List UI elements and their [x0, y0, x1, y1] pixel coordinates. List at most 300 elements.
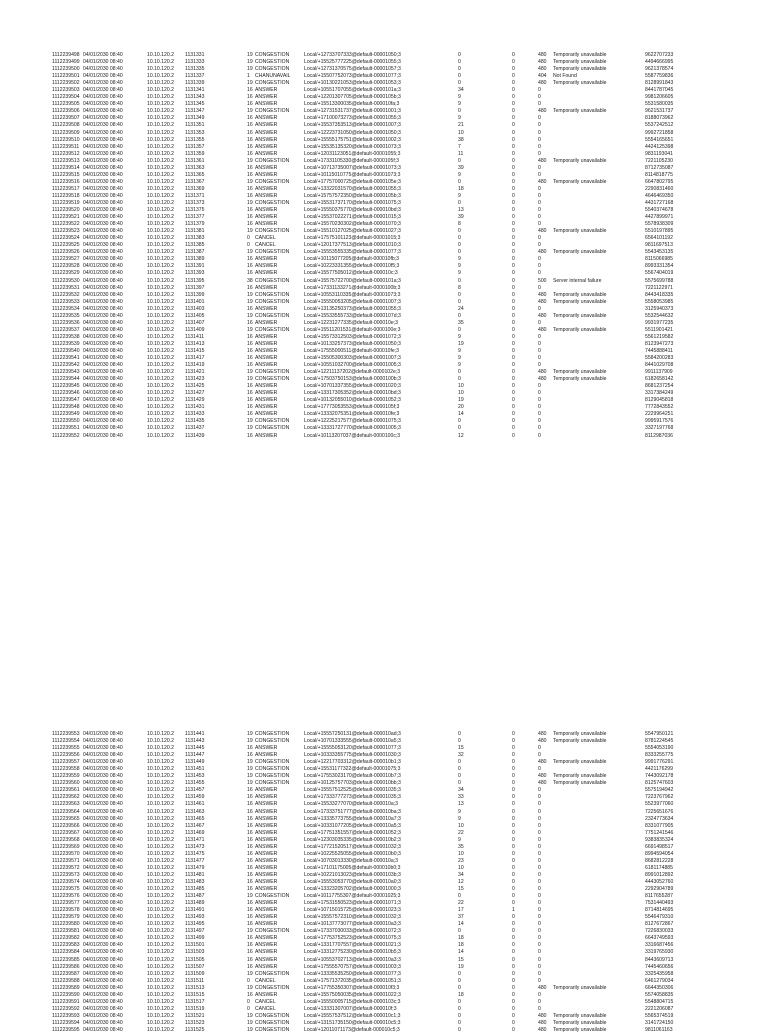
phone-number: 5546479310	[645, 914, 674, 921]
cause-code: 16	[247, 256, 253, 263]
sequence-number: 1131461	[185, 801, 205, 808]
sip-code: 0	[538, 355, 541, 362]
record-row	[0, 376, 768, 383]
sip-code: 0	[538, 192, 541, 199]
billsec: 0	[512, 136, 515, 143]
sequence-number: 1131415	[185, 347, 205, 354]
billsec: 0	[512, 94, 515, 101]
record-row	[0, 383, 768, 390]
record-row	[0, 397, 768, 404]
sequence-number: 1131497	[185, 928, 205, 935]
call-date: 04/01/2030 08:40	[83, 864, 123, 871]
phone-number: 7751241546	[645, 829, 674, 836]
call-date: 04/01/2030 08:40	[83, 108, 123, 115]
duration: 10	[458, 383, 464, 390]
phone-number: 8129045818	[645, 397, 674, 404]
duration: 0	[458, 298, 461, 305]
sequence-number: 1131455	[185, 780, 205, 787]
duration: 0	[458, 249, 461, 256]
source-ip: 10.10.120.2	[147, 369, 174, 376]
duration: 15	[458, 956, 464, 963]
cause-code: 19	[247, 1019, 253, 1026]
source-ip: 10.10.120.2	[147, 277, 174, 284]
sip-code: 0	[538, 235, 541, 242]
source-ip: 10.10.120.2	[147, 935, 174, 942]
record-id: 1112239592	[52, 1005, 80, 1012]
record-row	[0, 978, 768, 985]
channel-uri: Local/+12201307705@default-0000105b;3	[304, 94, 401, 101]
sequence-number: 1131345	[185, 101, 205, 108]
phone-number: 8128991843	[645, 80, 674, 87]
phone-number: 4443052760	[645, 878, 674, 885]
sip-code: 0	[538, 991, 541, 998]
call-status: CONGESTION	[255, 766, 290, 773]
record-id: 1112239519	[52, 199, 80, 206]
duration: 24	[458, 305, 464, 312]
call-status: ANSWER	[255, 843, 278, 850]
duration: 0	[458, 80, 461, 87]
phone-number: 8712735087	[645, 164, 674, 171]
sequence-number: 1131487	[185, 893, 205, 900]
sequence-number: 1131493	[185, 914, 205, 921]
record-row	[0, 101, 768, 108]
sip-code: 0	[538, 893, 541, 900]
billsec: 0	[512, 731, 515, 737]
phone-number: 9622707233	[645, 52, 674, 58]
sequence-number: 1131357	[185, 143, 205, 150]
sip-code: 0	[538, 411, 541, 418]
call-date: 04/01/2030 08:40	[83, 312, 123, 319]
billsec: 0	[512, 794, 515, 801]
cause-code: 16	[247, 956, 253, 963]
channel-uri: Local/+15557537512@default-000010c1;3	[304, 1012, 401, 1019]
call-status: CONGESTION	[255, 80, 290, 87]
call-date: 04/01/2030 08:40	[83, 390, 123, 397]
record-id: 1112239541	[52, 355, 80, 362]
record-id: 1112239550	[52, 418, 80, 425]
source-ip: 10.10.120.2	[147, 432, 174, 439]
record-row	[0, 731, 768, 738]
call-status: CONGESTION	[255, 52, 290, 58]
sip-code: 480	[538, 312, 547, 319]
source-ip: 10.10.120.2	[147, 794, 174, 801]
cause-code: 19	[247, 418, 253, 425]
channel-uri: Local/+12731370575@default-00001057;3	[304, 66, 401, 73]
sip-code: 0	[538, 900, 541, 907]
phone-number: 8994594054	[645, 850, 674, 857]
channel-uri: Local/+10137773077@default-000010a3;3	[304, 921, 401, 928]
duration: 19	[458, 397, 464, 404]
phone-number: 3317384249	[645, 390, 674, 397]
duration: 14	[458, 949, 464, 956]
cause-code: 0	[247, 1005, 250, 1012]
sequence-number: 1131469	[185, 829, 205, 836]
cause-code: 19	[247, 376, 253, 383]
channel-uri: Local/+10225525055@default-000010b0;3	[304, 850, 401, 857]
sequence-number: 1131445	[185, 745, 205, 752]
record-id: 1112239583	[52, 942, 80, 949]
sequence-number: 1131419	[185, 362, 205, 369]
record-id: 1112239575	[52, 886, 80, 893]
call-date: 04/01/2030 08:40	[83, 731, 123, 737]
source-ip: 10.10.120.2	[147, 404, 174, 411]
billsec: 0	[512, 369, 515, 376]
record-id: 1112239551	[52, 425, 80, 432]
cause-code: 16	[247, 383, 253, 390]
channel-uri: Local/+13317305352@default-000010bd;3	[304, 390, 401, 397]
channel-uri: Local/+10551707055@default-0000101a;3	[304, 87, 401, 94]
channel-uri: Local/+17757000725@default-0000105e;3	[304, 178, 401, 185]
call-date: 04/01/2030 08:40	[83, 340, 123, 347]
call-date: 04/01/2030 08:40	[83, 780, 123, 787]
channel-uri: Local/+13312775230@default-000010b5;3	[304, 949, 401, 956]
call-status: CONGESTION	[255, 773, 290, 780]
sequence-number: 1131425	[185, 383, 205, 390]
billsec: 0	[512, 404, 515, 411]
record-row	[0, 865, 768, 872]
channel-uri: Local/+13323205702@default-00001000;3	[304, 886, 401, 893]
billsec: 0	[512, 970, 515, 977]
channel-uri: Local/+17333777273@default-00001035;3	[304, 794, 401, 801]
record-id: 1112239561	[52, 787, 80, 794]
sip-reason: Temporarily unavailable	[553, 759, 607, 766]
channel-uri: Local/+15553555335@default-00001077;3	[304, 249, 401, 256]
sip-code: 0	[538, 921, 541, 928]
sip-code: 0	[538, 822, 541, 829]
channel-uri: Local/+15577505012@default-000010c;3	[304, 270, 398, 277]
call-date: 04/01/2030 08:40	[83, 319, 123, 326]
phone-number: 8125747603	[645, 780, 674, 787]
source-ip: 10.10.120.2	[147, 390, 174, 397]
record-row	[0, 1006, 768, 1013]
billsec: 0	[512, 108, 515, 115]
record-id: 1112239573	[52, 871, 80, 878]
billsec: 0	[512, 340, 515, 347]
cause-code: 19	[247, 928, 253, 935]
billsec: 0	[512, 822, 515, 829]
call-date: 04/01/2030 08:40	[83, 242, 123, 249]
call-status: CONGESTION	[255, 66, 290, 73]
record-id: 1112239548	[52, 404, 80, 411]
call-date: 04/01/2030 08:40	[83, 94, 123, 101]
billsec: 0	[512, 101, 515, 108]
record-id: 1112239554	[52, 738, 80, 745]
channel-uri: Local/+15757572350@default-0000105b;3	[304, 192, 401, 199]
record-row	[0, 851, 768, 858]
duration: 0	[458, 157, 461, 164]
record-id: 1112239536	[52, 319, 80, 326]
call-date: 04/01/2030 08:40	[83, 59, 123, 66]
call-date: 04/01/2030 08:40	[83, 1005, 123, 1012]
billsec: 0	[512, 355, 515, 362]
record-id: 1112239512	[52, 150, 80, 157]
call-status: CONGESTION	[255, 277, 290, 284]
source-ip: 10.10.120.2	[147, 928, 174, 935]
channel-uri: Local/+12031123051@default-00001055;3	[304, 150, 401, 157]
call-date: 04/01/2030 08:40	[83, 397, 123, 404]
channel-uri: Local/+10117755307@default-00001025;3	[304, 893, 401, 900]
phone-number: 7445460656	[645, 963, 674, 970]
phone-number: 5561219582	[645, 333, 674, 340]
call-date: 04/01/2030 08:40	[83, 383, 123, 390]
channel-uri: Local/+17721520517@default-00001032;3	[304, 843, 401, 850]
cause-code: 16	[247, 921, 253, 928]
record-row	[0, 87, 768, 94]
call-status: ANSWER	[255, 192, 278, 199]
channel-uri: Local/+15537353513@default-00001007;3	[304, 122, 401, 129]
phone-number: 2324773634	[645, 815, 674, 822]
billsec: 0	[512, 935, 515, 942]
record-row	[0, 278, 768, 285]
billsec: 0	[512, 425, 515, 432]
source-ip: 10.10.120.2	[147, 942, 174, 949]
call-date: 04/01/2030 08:40	[83, 773, 123, 780]
record-row	[0, 879, 768, 886]
sip-reason: Temporarily unavailable	[553, 178, 607, 185]
source-ip: 10.10.120.2	[147, 235, 174, 242]
cause-code: 19	[247, 731, 253, 737]
phone-number: 5537242512	[645, 122, 674, 129]
sequence-number: 1131381	[185, 228, 205, 235]
sequence-number: 1131367	[185, 178, 205, 185]
cause-code: 16	[247, 404, 253, 411]
cause-code: 16	[247, 171, 253, 178]
sequence-number: 1131403	[185, 305, 205, 312]
duration: 0	[458, 893, 461, 900]
record-row	[0, 263, 768, 270]
phone-number: 5531580035	[645, 101, 674, 108]
cause-code: 16	[247, 914, 253, 921]
sip-code: 0	[538, 185, 541, 192]
sip-code: 0	[538, 864, 541, 871]
phone-number: 8333255775	[645, 752, 674, 759]
duration: 39	[458, 214, 464, 221]
phone-number: 9995917576	[645, 418, 674, 425]
billsec: 0	[512, 291, 515, 298]
record-id: 1112239572	[52, 864, 80, 871]
channel-uri: Local/+10553110335@default-00001073;3	[304, 291, 401, 298]
sip-code: 0	[538, 1005, 541, 1012]
billsec: 0	[512, 928, 515, 935]
phone-number: 9811697513	[645, 242, 673, 249]
billsec: 0	[512, 977, 515, 984]
channel-uri: Local/+15557250131@default-000010ad;3	[304, 731, 401, 737]
billsec: 0	[512, 80, 515, 87]
cause-code: 0	[247, 998, 250, 1005]
sip-reason: Temporarily unavailable	[553, 1019, 607, 1026]
sip-code: 0	[538, 115, 541, 122]
record-id: 1112239507	[52, 115, 80, 122]
billsec: 0	[512, 277, 515, 284]
call-status: ANSWER	[255, 164, 278, 171]
sequence-number: 1131441	[185, 731, 205, 737]
duration: 14	[458, 411, 464, 418]
source-ip: 10.10.120.2	[147, 263, 174, 270]
cause-code: 19	[247, 425, 253, 432]
sequence-number: 1131439	[185, 432, 205, 439]
cause-code: 16	[247, 900, 253, 907]
sequence-number: 1131353	[185, 129, 205, 136]
sequence-number: 1131459	[185, 794, 205, 801]
record-row	[0, 759, 768, 766]
duration: 0	[458, 235, 461, 242]
source-ip: 10.10.120.2	[147, 122, 174, 129]
record-id: 1112239520	[52, 207, 80, 214]
sip-code: 0	[538, 857, 541, 864]
call-date: 04/01/2030 08:40	[83, 178, 123, 185]
phone-number: 9383835324	[645, 836, 674, 843]
sequence-number: 1131393	[185, 270, 205, 277]
phone-number: 6643749593	[645, 935, 674, 942]
channel-uri: Local/+10551032700@default-00001005;3	[304, 362, 401, 369]
cause-code: 16	[247, 390, 253, 397]
record-id: 1112239521	[52, 214, 80, 221]
source-ip: 10.10.120.2	[147, 52, 174, 58]
billsec: 0	[512, 235, 515, 242]
cause-code: 19	[247, 52, 253, 58]
phone-number: 7445888411	[645, 347, 673, 354]
call-status: CONGESTION	[255, 893, 290, 900]
record-row	[0, 144, 768, 151]
record-id: 1112239562	[52, 794, 80, 801]
billsec: 0	[512, 759, 515, 766]
sequence-number: 1131395	[185, 277, 205, 284]
channel-uri: Local/+10115010775@default-00001073;3	[304, 171, 401, 178]
cause-code: 0	[247, 977, 250, 984]
cause-code: 16	[247, 136, 253, 143]
duration: 0	[458, 1019, 461, 1026]
call-status: ANSWER	[255, 383, 278, 390]
sequence-number: 1131387	[185, 249, 205, 256]
source-ip: 10.10.120.2	[147, 291, 174, 298]
call-date: 04/01/2030 08:40	[83, 284, 123, 291]
duration: 0	[458, 108, 461, 115]
sip-reason: Temporarily unavailable	[553, 369, 607, 376]
call-status: ANSWER	[255, 914, 278, 921]
call-date: 04/01/2030 08:40	[83, 857, 123, 864]
call-status: ANSWER	[255, 87, 278, 94]
call-status: CONGESTION	[255, 1026, 290, 1033]
sip-code: 0	[538, 397, 541, 404]
cause-code: 16	[247, 129, 253, 136]
billsec: 0	[512, 270, 515, 277]
sip-code: 0	[538, 284, 541, 291]
cause-code: 19	[247, 759, 253, 766]
sip-code: 480	[538, 108, 547, 115]
record-block-2	[0, 731, 768, 1034]
record-row	[0, 935, 768, 942]
phone-number: 5587759836	[645, 73, 674, 80]
duration: 0	[458, 228, 461, 235]
record-row	[0, 766, 768, 773]
duration: 10	[458, 864, 464, 871]
sequence-number: 1131435	[185, 418, 205, 425]
call-date: 04/01/2030 08:40	[83, 157, 123, 164]
record-row	[0, 66, 768, 73]
source-ip: 10.10.120.2	[147, 150, 174, 157]
source-ip: 10.10.120.2	[147, 376, 174, 383]
record-id: 1112239595	[52, 1026, 80, 1033]
call-status: CONGESTION	[255, 759, 290, 766]
sequence-number: 1131451	[185, 766, 205, 773]
record-row	[0, 390, 768, 397]
duration: 9	[458, 347, 461, 354]
sequence-number: 1131365	[185, 171, 205, 178]
phone-number: 4424125398	[645, 143, 674, 150]
call-date: 04/01/2030 08:40	[83, 326, 123, 333]
source-ip: 10.10.120.2	[147, 340, 174, 347]
sequence-number: 1131389	[185, 256, 205, 263]
channel-uri: Local/+13322031570@default-00001055;3	[304, 185, 401, 192]
call-status: ANSWER	[255, 305, 278, 312]
duration: 18	[458, 935, 464, 942]
record-row	[0, 115, 768, 122]
call-date: 04/01/2030 08:40	[83, 766, 123, 773]
record-id: 1112239587	[52, 970, 80, 977]
source-ip: 10.10.120.2	[147, 136, 174, 143]
billsec: 0	[512, 787, 515, 794]
duration: 18	[458, 991, 464, 998]
record-id: 1112239549	[52, 411, 80, 418]
source-ip: 10.10.120.2	[147, 284, 174, 291]
record-id: 1112239509	[52, 129, 80, 136]
call-date: 04/01/2030 08:40	[83, 270, 123, 277]
call-date: 04/01/2030 08:40	[83, 815, 123, 822]
call-status: ANSWER	[255, 115, 278, 122]
sip-code: 0	[538, 956, 541, 963]
sip-reason: Temporarily unavailable	[553, 780, 607, 787]
cause-code: 19	[247, 298, 253, 305]
sequence-number: 1131341	[185, 87, 205, 94]
billsec: 0	[512, 199, 515, 206]
record-id: 1112239576	[52, 893, 80, 900]
billsec: 0	[512, 284, 515, 291]
call-date: 04/01/2030 08:40	[83, 871, 123, 878]
phone-number: 8681237254	[645, 383, 674, 390]
billsec: 0	[512, 878, 515, 885]
cause-code: 19	[247, 984, 253, 991]
call-date: 04/01/2030 08:40	[83, 404, 123, 411]
call-status: ANSWER	[255, 921, 278, 928]
call-status: CONGESTION	[255, 984, 290, 991]
record-id: 1112239593	[52, 1012, 80, 1019]
sip-code: 0	[538, 808, 541, 815]
call-date: 04/01/2030 08:40	[83, 185, 123, 192]
sip-code: 480	[538, 731, 547, 737]
call-status: ANSWER	[255, 815, 278, 822]
sequence-number: 1131407	[185, 319, 205, 326]
phone-number: 3327197768	[645, 425, 674, 432]
duration: 0	[458, 326, 461, 333]
sequence-number: 1131423	[185, 376, 205, 383]
call-date: 04/01/2030 08:40	[83, 752, 123, 759]
duration: 0	[458, 376, 461, 383]
sequence-number: 1131355	[185, 136, 205, 143]
call-status: ANSWER	[255, 822, 278, 829]
record-id: 1112239538	[52, 333, 80, 340]
billsec: 0	[512, 312, 515, 319]
sequence-number: 1131509	[185, 970, 205, 977]
phone-number: 4421176299	[645, 766, 673, 773]
duration: 17	[458, 907, 464, 914]
phone-number: 8993331354	[645, 263, 674, 270]
cause-code: 19	[247, 249, 253, 256]
call-status: ANSWER	[255, 319, 278, 326]
cause-code: 16	[247, 829, 253, 836]
sip-reason: Temporarily unavailable	[553, 984, 607, 991]
call-date: 04/01/2030 08:40	[83, 1012, 123, 1019]
channel-uri: Local/+15557512525@default-00001035;3	[304, 787, 401, 794]
